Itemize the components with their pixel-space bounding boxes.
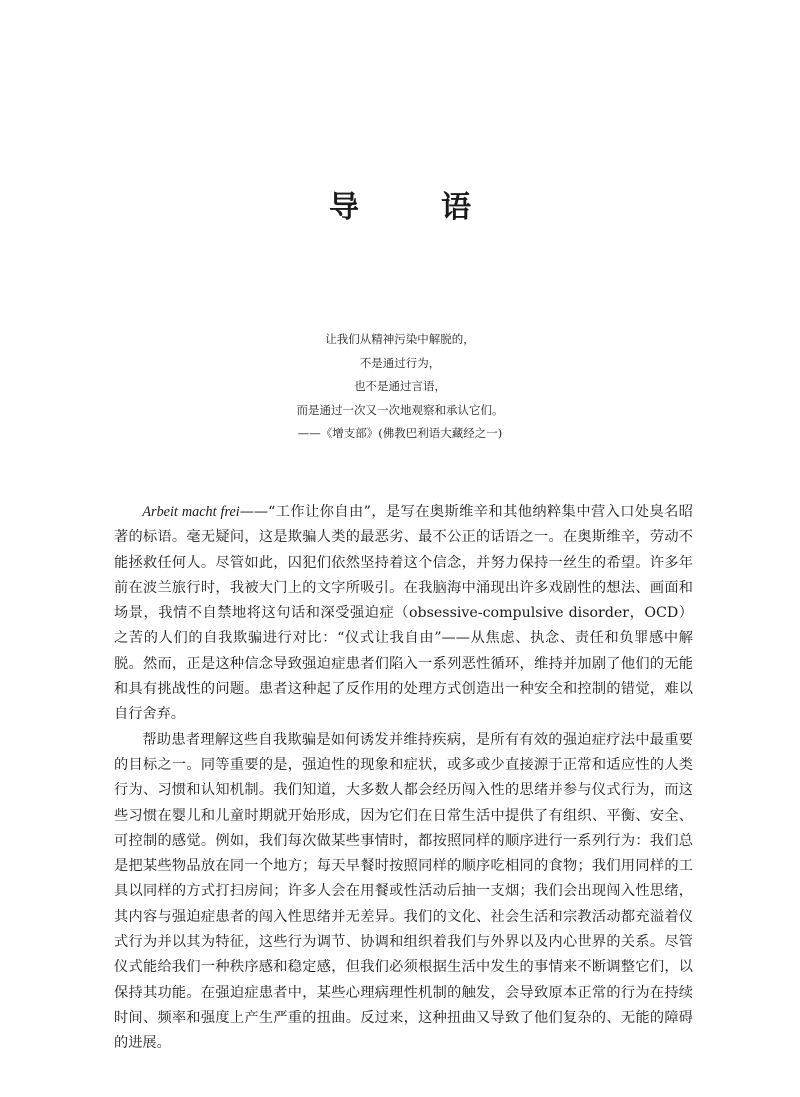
epigraph xyxy=(200,328,600,446)
chapter-title: 导 语 xyxy=(329,190,497,225)
epigraph-line: 不是通过行为， xyxy=(359,355,441,370)
body-paragraph xyxy=(114,500,693,728)
epigraph-line: 也不是通过言语， xyxy=(354,379,446,393)
epigraph-line: 而是通过一次又一次地观察和承认它们。 xyxy=(296,402,504,417)
body-text xyxy=(114,500,693,1057)
epigraph-line: 让我们从精神污染中解脱的， xyxy=(325,332,475,346)
body-paragraph: 帮助患者理解这些自我欺骗是如何诱发并维持疾病，是所有有效的强迫症疗法中最重要的目标之一。同等重要的是，强迫性的现象和症状，或多或少直接源于正常和适应性的人类行为、习惯和认知机制。我们知道，大多数人都会经历闯入性的思绪并参与仪式行为，而这些习惯在婴儿和儿童时期就开始形成，因为它们在日常生活中提供了有组织、平衡、安全、可控制的感觉。例如，我们每次做某些事情时，都按照同样的顺序进行一系列行为：我们总是把某些物品放在同一个地方；每天早餐时按照同样的顺序吃相同的食物；我们用同样的工具以同样的方式打扫房间；许多人会在用餐或性活动后抽一支烟；我们会出现闯入性思绪，其内容与强迫症患者的闯入性思绪并无差异。我们的文化、社会生活和宗教活动都充溢着仪式行为并以其为特征，这些行为调节、协调和组织着我们与外界以及内心世界的关系。尽管仪式能给我们一种秩序感和稳定感，但我们必须根据生活中发生的事情来不断调整它们，以保持其功能。在强迫症患者中，某些心理病理性机制的触发，会导致原本正常的行为在持续时间、频率和强度上产生严重的扭曲。反过来，这种扭曲又导致了他们复杂的、无能的障碍的进展。 xyxy=(114,731,693,1052)
body-paragraph-text: ——“工作让你自由”，是写在奥斯维辛和其他纳粹集中营入口处臭名昭著的标语。毫无疑问，这是欺骗人类的最恶劣、最不公正的话语之一。在奥斯维辛，劳动不能拯救任何人。尽管如此，囚犯们依然坚持着这个信念，并努力保持一丝生的希望。许多年前在波兰旅行时，我被大门上的文字所吸引。在我脑海中涌现出许多戏剧性的想法、画面和场景，我情不自禁地将这句话和深受强迫症（obsessive-compulsive disorder，OCD）之苦的人们的自我欺骗进行对比：“仪式让我自由”——从焦虑、执念、责任和负罪感中解脱。然而，正是这种信念导致强迫症患者们陷入一系列恶性循环，维持并加剧了他们的无能和具有挑战性的问题。患者这种起了反作用的处理方式创造出一种安全和控制的错觉，难以自行舍弃。 xyxy=(114,504,693,723)
latin-phrase: Arbeit macht frei xyxy=(142,504,240,520)
epigraph-attribution: ——《增支部》(佛教巴利语大藏经之一) xyxy=(297,426,503,440)
